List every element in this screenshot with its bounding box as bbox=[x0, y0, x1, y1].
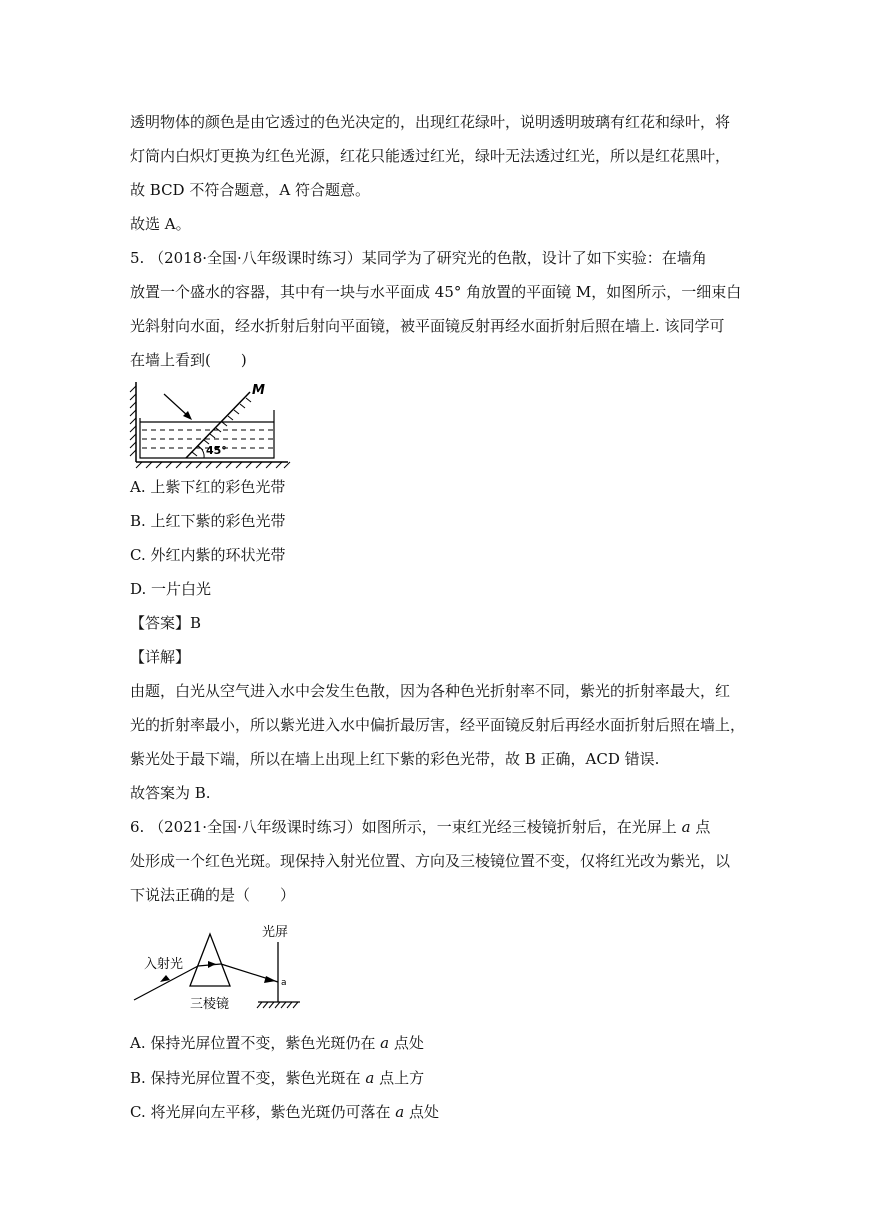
q6-prism-label: 三棱镜 bbox=[190, 997, 230, 1012]
q4-conclusion: 故选 A。 bbox=[130, 215, 191, 233]
q5-detail-line-1: 由题，白光从空气进入水中会发生色散，因为各种色光折射率不同，紫光的折射率最大，红 bbox=[130, 682, 731, 700]
q6-prism-diagram bbox=[130, 922, 305, 1018]
q6-option-b-prefix: B. 保持光屏位置不变，紫色光斑在 bbox=[130, 1069, 366, 1087]
q5-stem-line-4: 在墙上看到( ) bbox=[130, 351, 247, 369]
q6-option-a-var: a bbox=[380, 1034, 390, 1052]
q5-mirror-label: M bbox=[252, 383, 265, 398]
q4-explanation-line-2: 灯筒内白炽灯更换为红色光源，红花只能透过红光，绿叶无法透过红光，所以是红花黑叶， bbox=[130, 147, 731, 165]
q6-screen-label: 光屏 bbox=[262, 925, 289, 940]
q6-point-label: a bbox=[281, 978, 287, 988]
q6-option-c-var: a bbox=[395, 1103, 405, 1121]
q5-option-d: D. 一片白光 bbox=[130, 580, 212, 598]
q5-answer: 【答案】B bbox=[130, 614, 202, 632]
q6-option-b-suffix: 点上方 bbox=[374, 1069, 425, 1087]
q4-explanation-line-3: 故 BCD 不符合题意，A 符合题意。 bbox=[130, 181, 370, 199]
q5-detail-line-2: 光的折射率最小，所以紫光进入水中偏折最厉害，经平面镜反射后再经水面折射后照在墙上， bbox=[130, 716, 746, 734]
q6-incident-label: 入射光 bbox=[144, 957, 184, 972]
q5-conclusion: 故答案为 B. bbox=[130, 784, 211, 802]
q6-stem-text: 6. （2021·全国·八年级课时练习）如图所示，一束红光经三棱镜折射后，在光屏上 bbox=[130, 818, 677, 836]
q4-explanation-line-1: 透明物体的颜色是由它透过的色光决定的，出现红花绿叶，说明透明玻璃有红花和绿叶，将 bbox=[130, 113, 731, 131]
q5-mirror-diagram bbox=[128, 378, 294, 470]
q6-option-b-var: a bbox=[365, 1069, 375, 1087]
q6-option-c-suffix: 点处 bbox=[404, 1103, 439, 1121]
q5-detail-line-3: 紫光处于最下端，所以在墙上出现上红下紫的彩色光带，故 B 正确，ACD 错误. bbox=[130, 750, 660, 768]
q5-option-b: B. 上红下紫的彩色光带 bbox=[130, 512, 286, 530]
q6-stem-line-3: 下说法正确的是（ ） bbox=[130, 886, 296, 904]
q5-option-a: A. 上紫下红的彩色光带 bbox=[130, 478, 286, 496]
q5-stem-line-1: 5. （2018·全国·八年级课时练习）某同学为了研究光的色散，设计了如下实验：在墙角 bbox=[130, 249, 707, 267]
q5-stem-line-2: 放置一个盛水的容器，其中有一块与水平面成 45° 角放置的平面镜 M，如图所示，一细束白 bbox=[130, 283, 742, 301]
q5-angle-label: 45° bbox=[206, 444, 227, 457]
q5-stem-line-3: 光斜射向水面，经水折射后射向平面镜，被平面镜反射再经水面折射后照在墙上. 该同学可 bbox=[130, 317, 725, 335]
q6-stem-var: a bbox=[681, 818, 691, 836]
q6-option-c bbox=[130, 1101, 439, 1123]
q6-option-a-prefix: A. 保持光屏位置不变，紫色光斑仍在 bbox=[130, 1034, 381, 1052]
q5-option-c: C. 外红内紫的环状光带 bbox=[130, 546, 286, 564]
q6-option-c-prefix: C. 将光屏向左平移，紫色光斑仍可落在 bbox=[130, 1103, 396, 1121]
q6-option-a-suffix: 点处 bbox=[389, 1034, 424, 1052]
q6-stem-tail: 点 bbox=[695, 818, 711, 836]
q6-stem-line-1 bbox=[130, 816, 710, 838]
q6-option-a bbox=[130, 1032, 424, 1054]
q6-option-b bbox=[130, 1067, 424, 1089]
q5-detail-heading: 【详解】 bbox=[130, 648, 191, 666]
q6-stem-line-2: 处形成一个红色光斑。现保持入射光位置、方向及三棱镜位置不变，仅将红光改为紫光，以 bbox=[130, 852, 731, 870]
